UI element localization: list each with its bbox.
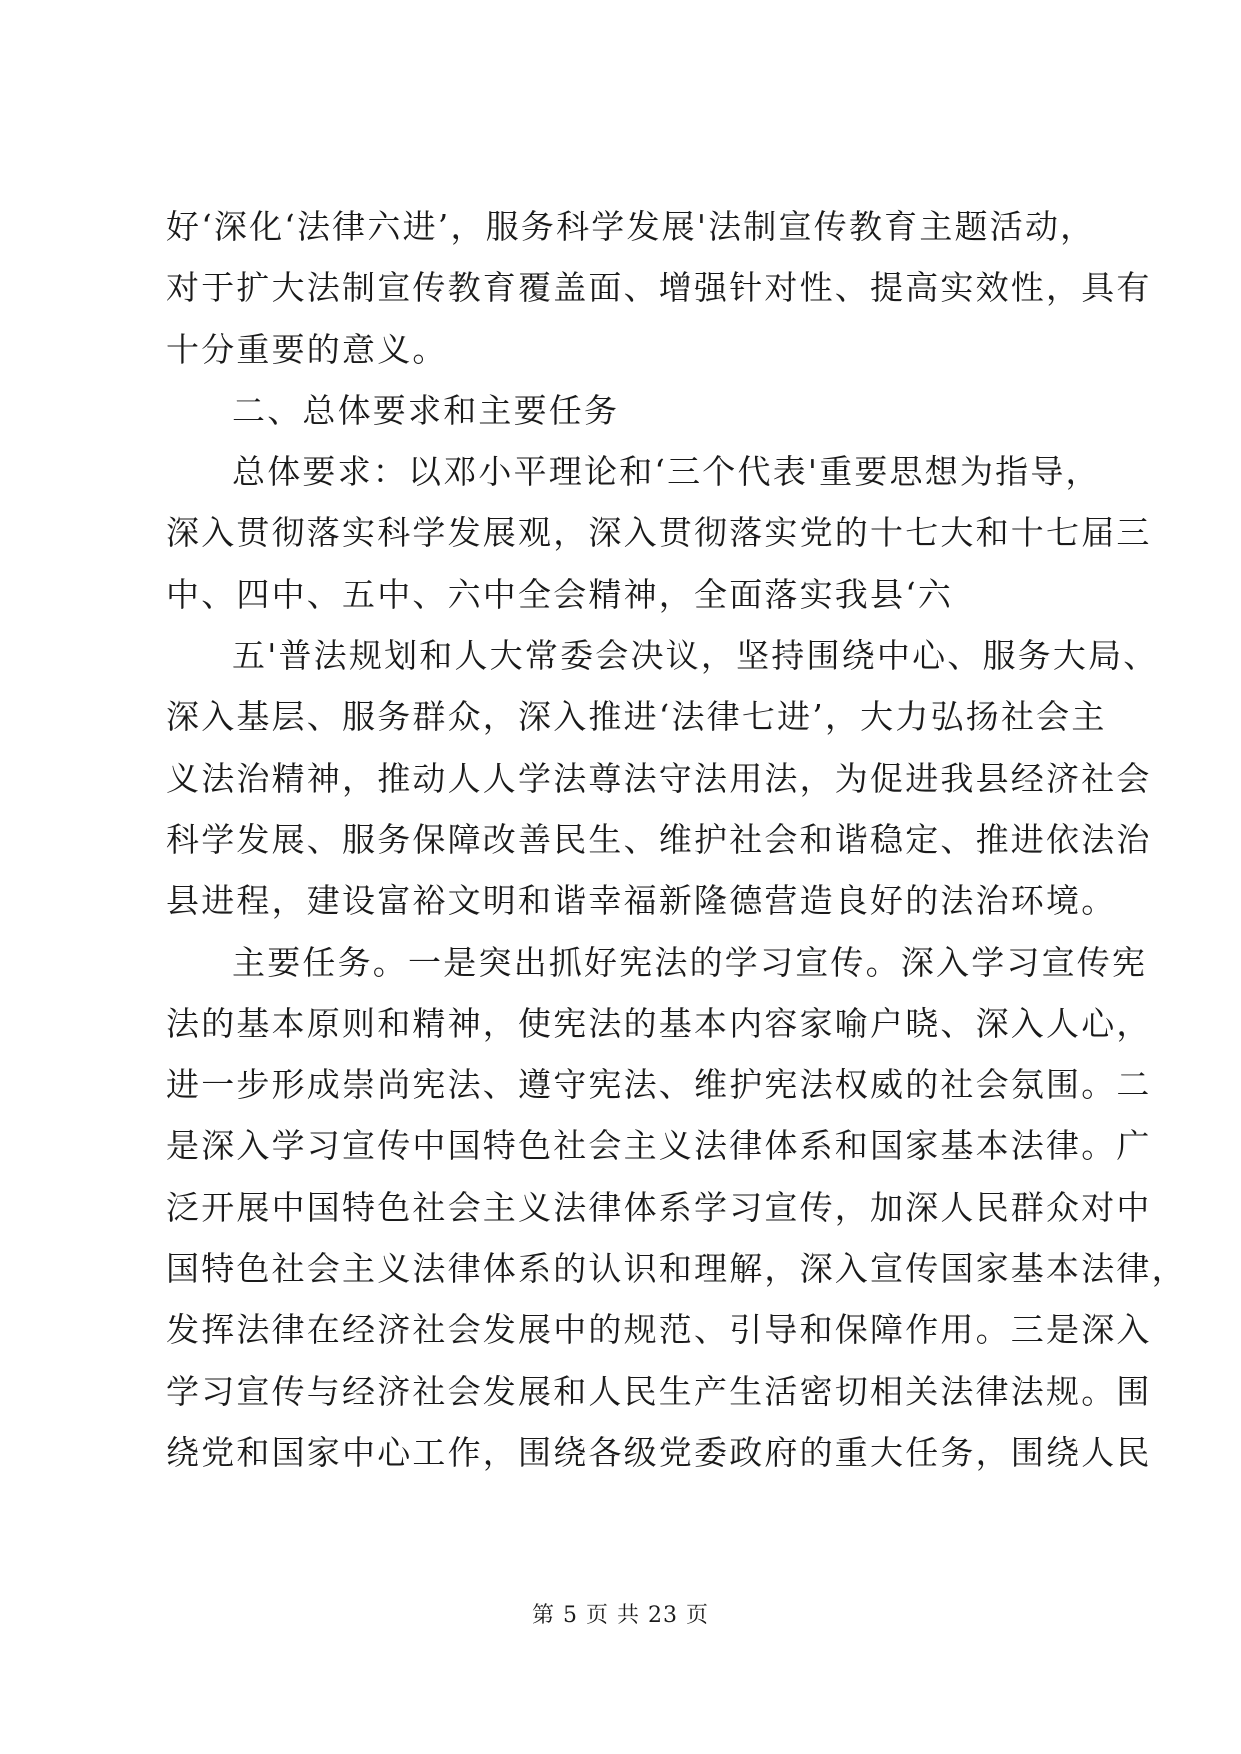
text-line: 二、总体要求和主要任务: [232, 390, 620, 430]
text-line: 中、四中、五中、六中全会精神，全面落实我县‘六: [166, 574, 954, 614]
text-line: 法的基本原则和精神，使宪法的基本内容家喻户晓、深入人心，: [166, 1003, 1152, 1043]
text-line: 主要任务。一是突出抓好宪法的学习宣传。深入学习宣传宪: [232, 942, 1148, 982]
text-line: 深入贯彻落实科学发展观，深入贯彻落实党的十七大和十七届三: [166, 513, 1152, 553]
text-line: 好‘深化‘法律六进’，服务科学发展'法制宣传教育主题活动，: [166, 207, 1096, 246]
text-line: 发挥法律在经济社会发展中的规范、引导和保障作用。三是深入: [166, 1310, 1152, 1350]
text-line: 国特色社会主义法律体系的认识和理解，深入宣传国家基本法律，: [166, 1249, 1187, 1289]
text-line: 深入基层、服务群众，深入推进‘法律七进’，大力弘扬社会主: [166, 697, 1107, 737]
text-line: 十分重要的意义。: [166, 329, 448, 369]
text-line: 五'普法规划和人大常委会决议，坚持围绕中心、服务大局、: [232, 636, 1159, 676]
text-line: 县进程，建设富裕文明和谐幸福新隆德营造良好的法治环境。: [166, 881, 1117, 921]
text-line: 对于扩大法制宣传教育覆盖面、增强针对性、提高实效性，具有: [166, 268, 1152, 308]
text-line: 学习宣传与经济社会发展和人民生产生活密切相关法律法规。围: [166, 1371, 1152, 1411]
text-line: 义法治精神，推动人人学法尊法守法用法，为促进我县经济社会: [166, 758, 1152, 798]
text-line: 总体要求：以邓小平理论和‘三个代表'重要思想为指导，: [232, 452, 1101, 492]
text-line: 泛开展中国特色社会主义法律体系学习宣传，加深人民群众对中: [166, 1187, 1152, 1227]
document-body: [166, 196, 1187, 1483]
text-line: 科学发展、服务保障改善民生、维护社会和谐稳定、推进依法治: [166, 819, 1152, 859]
text-line: 进一步形成崇尚宪法、遵守宪法、维护宪法权威的社会氛围。二: [166, 1065, 1152, 1105]
text-line: 是深入学习宣传中国特色社会主义法律体系和国家基本法律。广: [166, 1126, 1152, 1166]
page-footer: 第 5 页 共 23 页: [532, 1603, 709, 1628]
text-line: 绕党和国家中心工作，围绕各级党委政府的重大任务，围绕人民: [166, 1432, 1152, 1472]
